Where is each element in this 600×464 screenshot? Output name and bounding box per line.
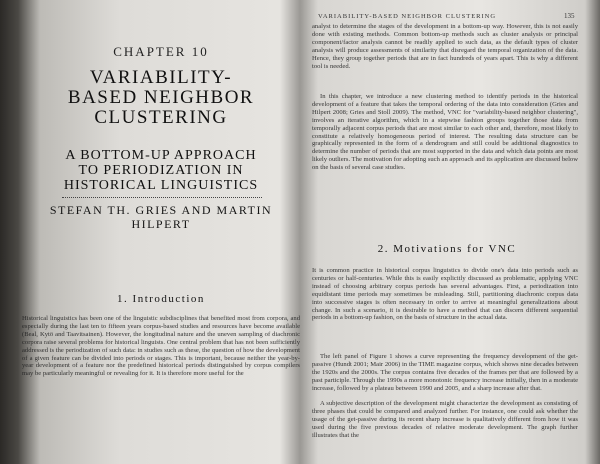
title-divider: [62, 197, 262, 198]
body-paragraph: A subjective description of the development might characterize the development as consisting of three phases that could be compared and analyzed further. For instance, one could ask whether the usage of the get-passive during its recent sharp increase is qualitatively different from how it was used during the five previous decades of relative moderate development. The graph further illustrates that the: [312, 400, 578, 439]
section-heading-motivations: 2. Motivations for VNC: [377, 243, 517, 255]
chapter-title-line: BASED NEIGHBOR: [67, 87, 255, 108]
authors-line: STEFAN TH. GRIES AND MARTIN: [49, 203, 273, 217]
left-page: [22, 0, 300, 464]
chapter-title-line: VARIABILITY-: [89, 67, 233, 88]
right-page: [302, 0, 592, 464]
chapter-subtitle: [22, 148, 300, 193]
body-paragraph: In this chapter, we introduce a new clustering method to identify periods in the historical development of a feature that takes the temporal ordering of the data into consideration (Gries and Hilpert 2008; Gries and Stoll 2009). The method, VNC for "variability-based neighbor clustering", involves an iterative algorithm, which in a stepwise fashion groups together those data from temporally adjacent corpus periods that are most similar to each other and, therefore, most likely to constitute a relatively homogeneous period of interest. The resulting data structure can be graphically represented in the form of a dendrogram and still could be additional diagnostics to determine the number of periods that are most supported in the data and which data points are most likely outliers. The motivation for adopting such an approach and its application are discussed below on the basis of several case studies.: [312, 93, 578, 172]
body-paragraph: It is common practice in historical corpus linguistics to divide one's data into periods such as centuries or half-centuries. While this is easily explicitly discussed as problematic, applying VNC instead of choosing arbitrary corpus periods has several advantages. First, a periodization into equidistant time periods may sometimes be misleading. Still, partitioning diachronic corpus data into successive stages is often necessary in order to arrive at meaningful generalizations about change. In such a scenario, it is desirable to have a method that can discern different sequential periods in a bottom-up fashion, on the basis of structure in the actual data.: [312, 267, 578, 322]
chapter-subtitle-line: TO PERIODIZATION IN: [78, 163, 244, 178]
running-head: VARIABILITY-BASED NEIGHBOR CLUSTERING: [318, 13, 497, 20]
body-paragraph: analyst to determine the stages of the development in a bottom-up way. However, this is not easily done with existing methods. Common bottom-up methods such as cluster analysis or principal component/factor analysis cannot be readily applied to such data, as the default types of cluster analysis will produce assessments of similarity that disregard the temporal organization of the data. Hence, they group together periods that are in fact hundreds of years apart. This is why a different tool is needed.: [312, 23, 578, 70]
chapter-authors: [22, 203, 300, 231]
chapter-subtitle-line: HISTORICAL LINGUISTICS: [63, 178, 259, 193]
section-heading-introduction: 1. Introduction: [117, 293, 205, 305]
page-number: 135: [564, 12, 575, 20]
introduction-paragraph: Historical linguistics has been one of the linguistic subdisciplines that benefited most from corpora, and especially during the last ten to fifteen years corpus-based studies and resources have become available (Beal, Kytö and Taavitsainen). However, the longitudinal nature and the uneven sampling of diachronic corpora raise several problems for historical linguists. One central problem that has not been sufficiently addressed is the periodization of such data: in studies such as these, the question of how the development of a given feature can be divided into periods or stages. This is important, because neither the year-by-year development of a feature nor the predefined historical periods distinguished by corpus compilers may be particularly meaningful or revealing for it. It is therefore more useful for the: [22, 315, 300, 378]
chapter-title: [22, 68, 300, 128]
chapter-subtitle-line: A BOTTOM-UP APPROACH: [65, 148, 257, 163]
chapter-label: CHAPTER 10: [113, 44, 209, 59]
body-paragraph: The left panel of Figure 1 shows a curve representing the frequency development of the get-passive (Hundt 2001; Mair 2006) in the TIME magazine corpus, which shows nine decades between the 1920s and the 2000s. The corpus contains five decades of the frames per that are followed by a past participle. Through the 1990s a more monotonic frequency increase initially, then in a moderate increase, followed by a plateau between 1990 and 2005, and a sharp increase after that.: [312, 353, 578, 392]
authors-line: HILPERT: [131, 217, 191, 231]
chapter-title-line: CLUSTERING: [94, 107, 228, 128]
